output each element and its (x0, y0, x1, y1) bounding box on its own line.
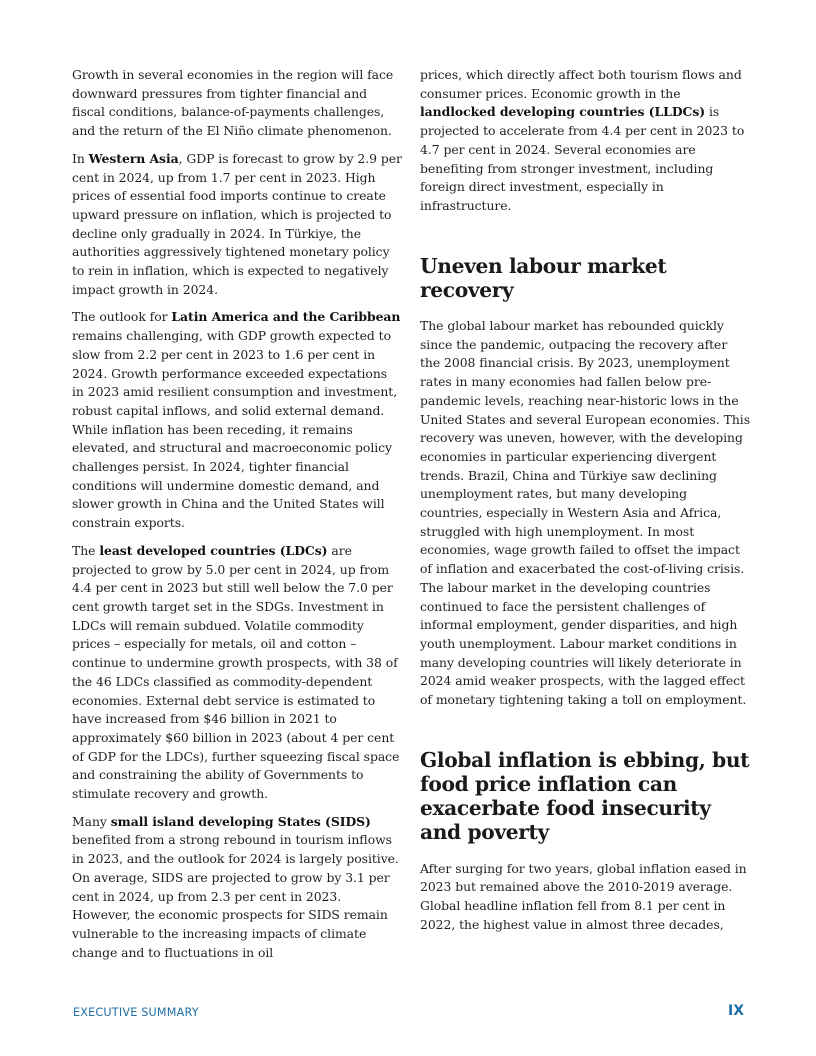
paragraph-sids: Many small island developing States (SIDS) benefited from a strong rebound in tourism inflows in 2023, and the outlook for 2024 is largely positive. On average, SIDS are projected to grow by 3.1 per cent in 2024, up from 2.3 per cent in 2023. However, the economic prospects for SIDS remain vulnerable to the increasing impacts of climate change and to fluctuations in oil (72, 813, 399, 960)
bold-ldcs: least developed countries (LDCs) (99, 542, 328, 558)
bold-latin-america: Latin America and the Caribbean (171, 309, 401, 325)
bold-western-asia: Western Asia (88, 150, 179, 166)
paragraph-global-inflation: After surging for two years, global inflation eased in 2023 but remained above the 2010-2019 average. Global headline inflation fell from 8.1 per cent in 2022, the highest value in almost three decades, (420, 860, 747, 932)
heading-global-inflation: Global inflation is ebbing, but food price inflation can exacerbate food insecurity and poverty (420, 747, 750, 845)
bold-lldcs: landlocked developing countries (LLDCs) (420, 104, 706, 120)
paragraph-labour-market: The global labour market has rebounded quickly since the pandemic, outpacing the recovery after the 2008 financial crisis. By 2023, unemployment rates in many economies had fallen below pre-pandemic levels, reaching near-historic lows in the United States and several European economies. This recovery was uneven, however, with the developing economies in particular experiencing divergent trends. Brazil, China and Türkiye saw declining unemployment rates, but many developing countries, especially in Western Asia and Africa, struggled with high unemployment. In most economies, wage growth failed to offset the impact of inflation and exacerbated the cost-of-living crisis. The labour market in the developing countries continued to face the persistent challenges of informal employment, gender disparities, and high youth unemployment. Labour market conditions in many developing countries will likely deteriorate in 2024 amid weaker prospects, with the lagged effect of monetary tightening taking a toll on employment. (420, 318, 751, 708)
right-column (420, 66, 750, 943)
paragraph-lldcs: prices, which directly affect both tourism flows and consumer prices. Economic growth in the landlocked developing countries (LLDCs) is projected to accelerate from 4.4 per cent in 2023 to 4.7 per cent in 2024. Several economies are benefiting from stronger investment, including foreign direct investment, especially in infrastructure. (420, 67, 745, 213)
bold-sids: small island developing States (SIDS) (110, 813, 371, 829)
paragraph-latin-america: The outlook for Latin America and the Caribbean remains challenging, with GDP growth expected to slow from 2.2 per cent in 2023 to 1.6 per cent in 2024. Growth performance exceeded expectations in 2023 amid resilient consumption and investment, robust capital inflows, and solid external demand. While inflation has been receding, it remains elevated, and structural and macroeconomic policy challenges persist. In 2024, tighter financial conditions will undermine domestic demand, and slower growth in China and the United States will constrain exports. (72, 309, 401, 531)
paragraph-ldcs: The least developed countries (LDCs) are projected to grow by 5.0 per cent in 2024, up from 4.4 per cent in 2023 but still well below the 7.0 per cent growth target set in the SDGs. Investment in LDCs will remain subdued. Volatile commodity prices – especially for metals, oil and cotton – continue to undermine growth prospects, with 38 of the 46 LDCs classified as commodity-dependent economies. External debt service is estimated to have increased from $46 billion in 2021 to approximately $60 billion in 2023 (about 4 per cent of GDP for the LDCs), further squeezing fiscal space and constraining the ability of Governments to stimulate recovery and growth. (72, 542, 400, 802)
footer-section-label: EXECUTIVE SUMMARY (73, 1006, 199, 1019)
paragraph-western-asia: In Western Asia, GDP is forecast to grow by 2.9 per cent in 2024, up from 1.7 per cent in 2023. High prices of essential food imports continue to create upward pressure on inflation, which is projected to decline only gradually in 2024. In Türkiye, the authorities aggressively tightened monetary policy to rein in inflation, which is expected to negatively impact growth in 2024. (72, 150, 402, 297)
heading-labour-market: Uneven labour market recovery (420, 253, 667, 302)
page-number: IX (727, 1003, 744, 1019)
left-column (72, 66, 402, 971)
paragraph-region-growth: Growth in several economies in the region will face downward pressures from tighter financial and fiscal conditions, balance-of-payments challenges, and the return of the El Niño climate phenomenon. (72, 67, 394, 139)
